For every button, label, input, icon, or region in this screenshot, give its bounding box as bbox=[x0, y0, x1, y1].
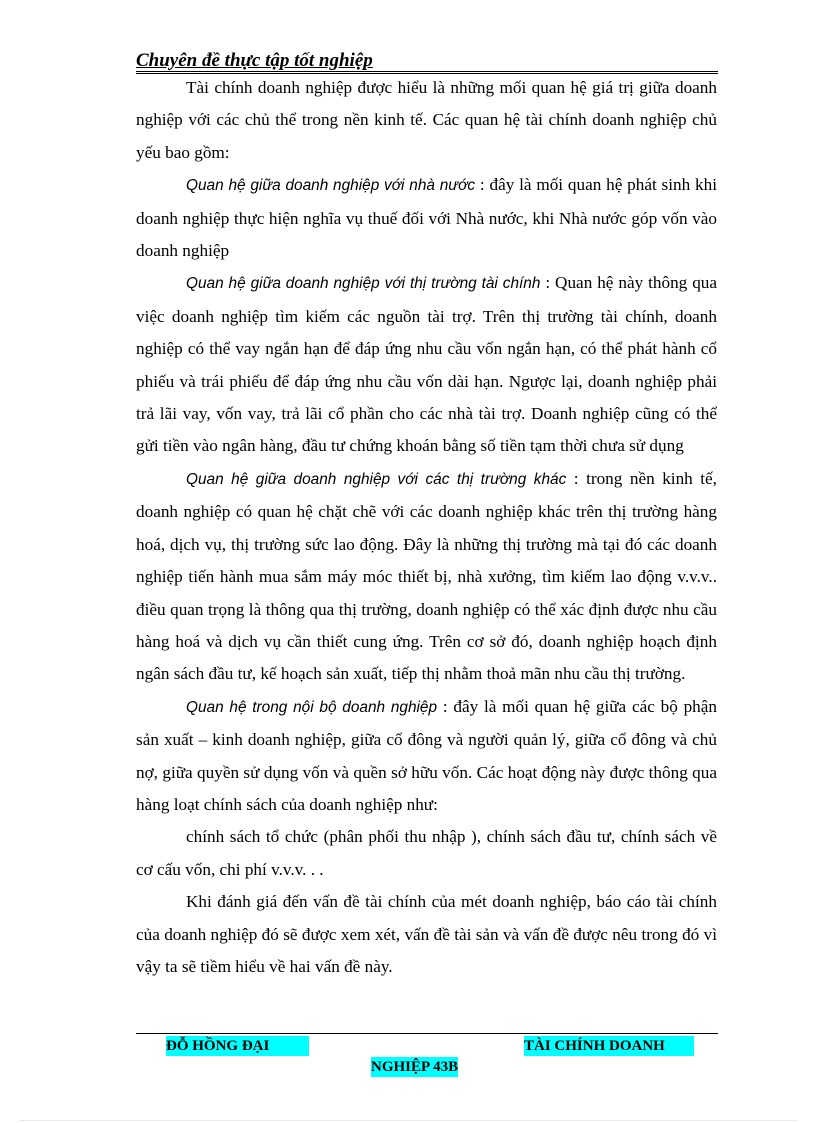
paragraph-lead: Quan hệ giữa doanh nghiệp với nhà nước bbox=[186, 177, 476, 195]
paragraph-text: : đây là mối quan hệ giữa các bộ phận sản xuất – kinh doanh nghiệp, giữa cổ đông và người quản lý, giữa cổ đông và chủ nợ, giữa quyền sử dụng vốn và quền sở hữu vốn. Các hoạt động này được thông qua hàng loạt chính sách của doanh nghiệp như: bbox=[136, 696, 717, 814]
paragraph-text: Khi đánh giá đến vấn đề tài chính của mét doanh nghiệp, báo cáo tài chính của doanh nghiệp đó sẽ được xem xét, vấn đề tài sản và vấn đề được nêu trong đó vì vậy ta sẽ tiềm hiểu về hai vấn đề này. bbox=[136, 892, 717, 976]
paragraph-text: chính sách tổ chức (phân phối thu nhập ), chính sách đầu tư, chính sách về cơ cấu vốn, chi phí v.v.v. . . bbox=[136, 827, 717, 879]
paragraph-lead: Quan hệ trong nội bộ doanh nghiệp bbox=[186, 698, 438, 716]
paragraph bbox=[136, 72, 717, 169]
paragraph bbox=[136, 886, 717, 983]
footer-rule bbox=[136, 1033, 718, 1034]
body-text bbox=[136, 72, 717, 983]
page-bottom-edge bbox=[20, 1120, 796, 1121]
paragraph bbox=[136, 821, 717, 886]
paragraph-text: Tài chính doanh nghiệp được hiểu là những mối quan hệ giá trị giữa doanh nghiệp với các chủ thể trong nền kinh tế. Các quan hệ tài chính doanh nghiệp chủ yếu bao gồm: bbox=[136, 78, 717, 162]
paragraph-text: : trong nền kinh tế, doanh nghiệp có quan hệ chặt chẽ với các doanh nghiệp khác trên thị trường hàng hoá, dịch vụ, thị trường sức lao động. Đây là những thị trường mà tại đó các doanh nghiệp tiến hành mua sắm máy móc thiết bị, nhà xưởng, tìm kiếm lao động v.v.v.. điều quan trọng là thông qua thị trường, doanh nghiệp có thể xác định được nhu cầu hàng hoá và dịch vụ cần thiết cung ứng. Trên cơ sở đó, doanh nghiệp hoạch định ngân sách đầu tư, kế hoạch sản xuất, tiếp thị nhằm thoả mãn nhu cầu thị trường. bbox=[136, 468, 717, 684]
footer-author: ĐỖ HỒNG ĐẠI bbox=[166, 1036, 309, 1056]
paragraph-lead: Quan hệ giữa doanh nghiệp với thị trường tài chính bbox=[186, 275, 541, 293]
paragraph bbox=[136, 691, 717, 822]
page-header-title: Chuyên đề thực tập tốt nghiệp bbox=[136, 50, 373, 71]
paragraph bbox=[136, 267, 717, 462]
footer-class-line1: TÀI CHÍNH DOANH bbox=[524, 1036, 694, 1056]
paragraph-text: : Quan hệ này thông qua việc doanh nghiệp tìm kiếm các nguồn tài trợ. Trên thị trường tài chính, doanh nghiệp có thể vay ngắn hạn để đáp ứng nhu cầu vốn ngắn hạn, có thể phát hành cổ phiếu và trái phiếu để đáp ứng nhu cầu vốn dài hạn. Ngược lại, doanh nghiệp phải trả lãi vay, vốn vay, trả lãi cổ phần cho các nhà tài trợ. Doanh nghiệp cũng có thể gửi tiền vào ngân hàng, đầu tư chứng khoán bằng số tiền tạm thời chưa sử dụng bbox=[136, 273, 718, 456]
footer-class-line2: NGHIỆP 43B bbox=[371, 1059, 459, 1075]
paragraph bbox=[136, 169, 717, 267]
paragraph-lead: Quan hệ giữa doanh nghiệp với các thị trường khác bbox=[186, 470, 567, 488]
paragraph bbox=[136, 463, 717, 691]
page-footer bbox=[136, 1036, 718, 1075]
paragraph-text: : đây là mối quan hệ phát sinh khi doanh nghiệp thực hiện nghĩa vụ thuế đối với Nhà nước, khi Nhà nước góp vốn vào doanh nghiệp bbox=[136, 175, 717, 261]
